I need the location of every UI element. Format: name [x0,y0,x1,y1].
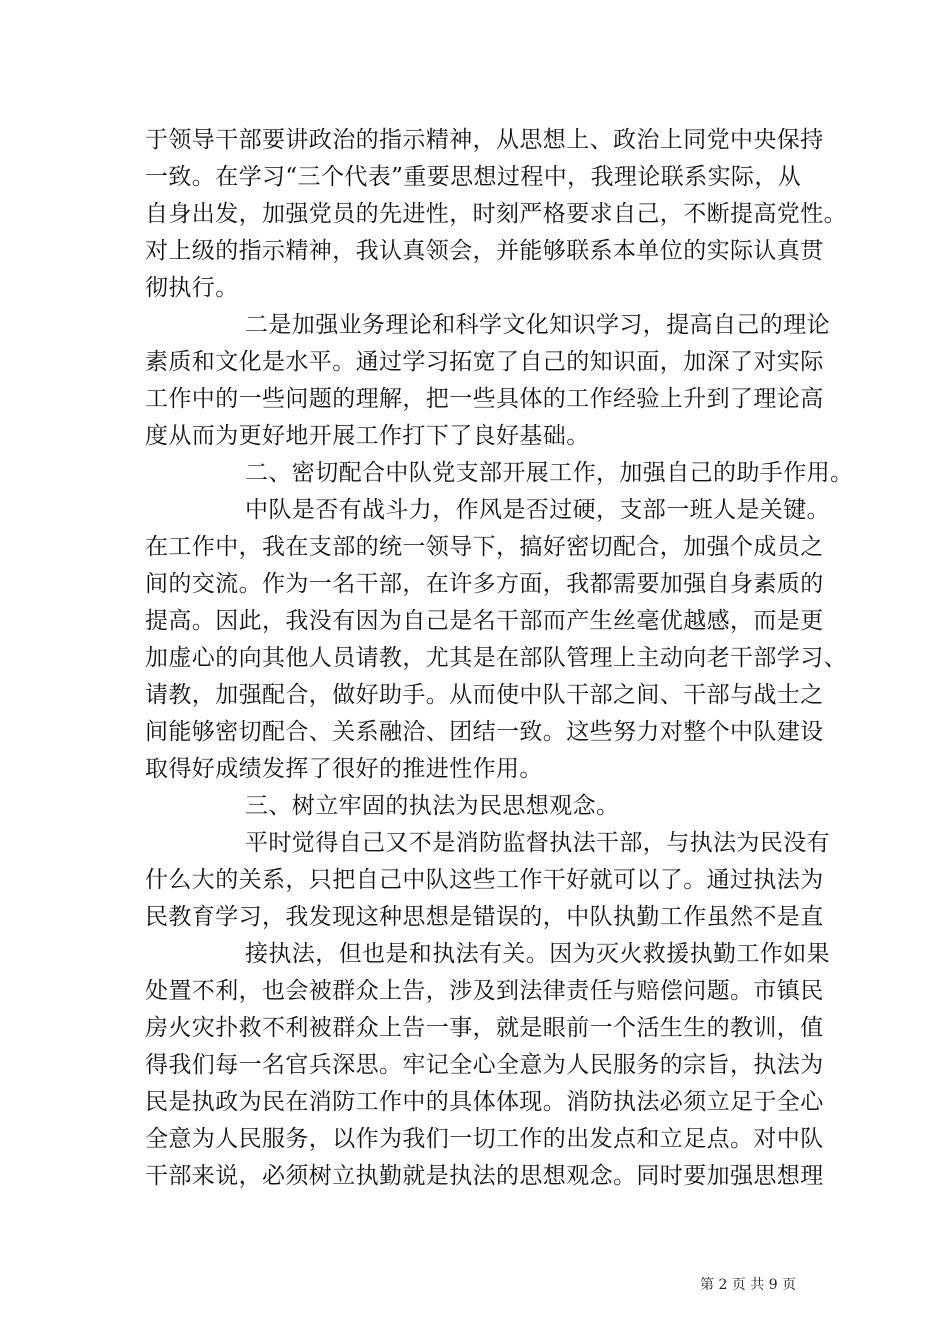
text-line: 房火灾扑救不利被群众上告一事，就是眼前一个活生生的教训，值 [145,1015,824,1041]
text-line: 于领导干部要讲政治的指示精神，从思想上、政治上同党中央保持 [145,127,824,153]
text-line: 一致。在学习“三个代表”重要思想过程中，我理论联系实际，从 [145,164,802,190]
text-line: 民教育学习，我发现这种思想是错误的，中队执勤工作虽然不是直 [145,904,824,930]
section-heading: 二、密切配合中队党支部开展工作，加强自己的助手作用。 [245,460,854,486]
paragraph-first-line: 平时觉得自己又不是消防监督执法干部，与执法为民没有 [245,830,830,856]
text-line: 得我们每一名官兵深思。牢记全心全意为人民服务的宗旨，执法为 [145,1052,824,1078]
paragraph-first-line: 接执法，但也是和执法有关。因为灭火救援执勤工作如果 [245,941,830,967]
text-line: 对上级的指示精神，我认真领会，并能够联系本单位的实际认真贯 [145,238,824,264]
text-line: 间能够密切配合、关系融洽、团结一致。这些努力对整个中队建设 [145,719,824,745]
paragraph-first-line: 中队是否有战斗力，作风是否过硬，支部一班人是关键。 [245,497,830,523]
text-line: 什么大的关系，只把自己中队这些工作干好就可以了。通过执法为 [145,867,824,893]
text-line: 工作中的一些问题的理解，把一些具体的工作经验上升到了理论高 [145,386,824,412]
paragraph-first-line: 二是加强业务理论和科学文化知识学习，提高自己的理论 [245,312,830,338]
text-line: 加虚心的向其他人员请教，尤其是在部队管理上主动向老干部学习、 [145,645,847,671]
text-line: 提高。因此，我没有因为自己是名干部而产生丝毫优越感，而是更 [145,608,824,634]
text-line: 民是执政为民在消防工作中的具体体现。消防执法必须立足于全心 [145,1089,824,1115]
text-line: 全意为人民服务，以作为我们一切工作的出发点和立足点。对中队 [145,1126,824,1152]
text-line: 间的交流。作为一名干部，在许多方面，我都需要加强自身素质的 [145,571,824,597]
text-line: 素质和文化是水平。通过学习拓宽了自己的知识面，加深了对实际 [145,349,824,375]
text-line: 自身出发，加强党员的先进性，时刻严格要求自己，不断提高党性。 [145,201,847,227]
page-number-footer: 第 2 页 共 9 页 [700,1277,797,1293]
text-line: 处置不利，也会被群众上告，涉及到法律责任与赔偿问题。市镇民 [145,978,824,1004]
text-line: 干部来说，必须树立执勤就是执法的思想观念。同时要加强思想理 [145,1163,824,1189]
text-line: 取得好成绩发挥了很好的推进性作用。 [145,756,543,782]
section-heading: 三、树立牢固的执法为民思想观念。 [245,793,620,819]
text-line: 度从而为更好地开展工作打下了良好基础。 [145,423,590,449]
text-line: 请教，加强配合，做好助手。从而使中队干部之间、干部与战士之 [145,682,824,708]
text-line: 彻执行。 [145,275,239,301]
text-line: 在工作中，我在支部的统一领导下，搞好密切配合，加强个成员之 [145,534,824,560]
